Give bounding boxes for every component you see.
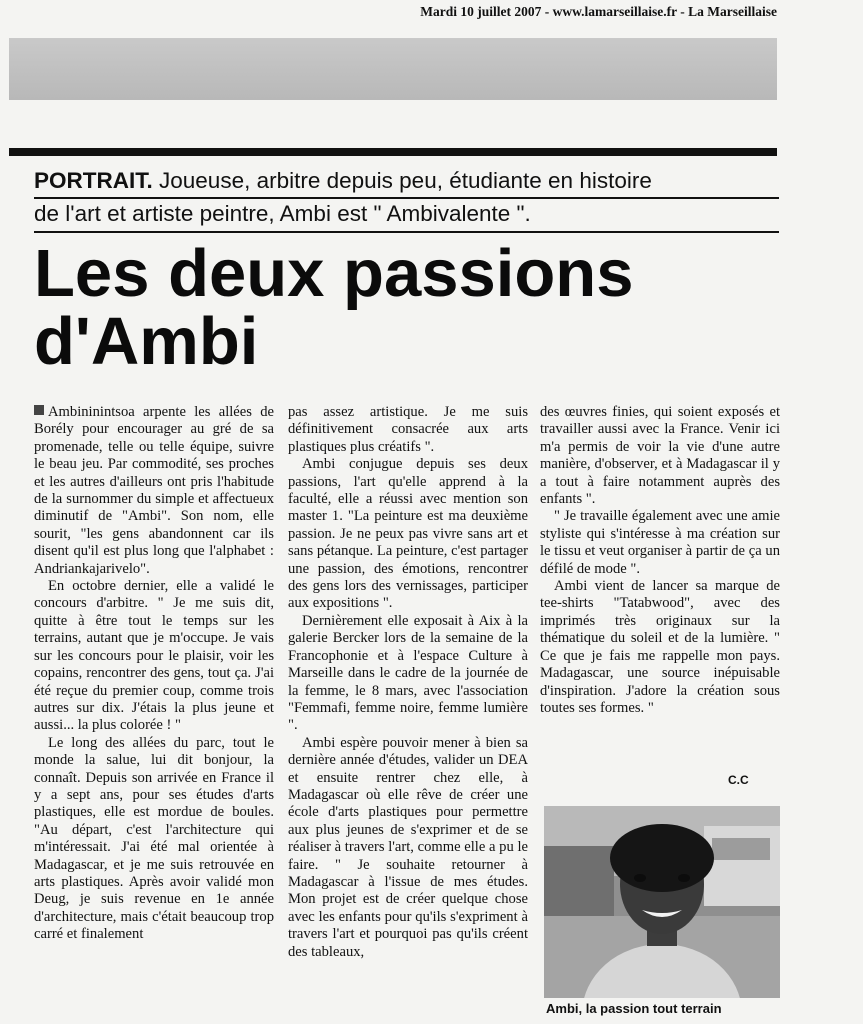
paragraph: pas assez artistique. Je me suis définitivement consacrée aux arts plastiques plus créatifs ".: [288, 404, 528, 455]
headline-line-1: Les deux passions: [34, 236, 634, 311]
portrait-photo-illustration: [544, 806, 780, 998]
paragraph: des œuvres finies, qui soient exposés et travailler aussi avec la France. Venir ici m'a permis de voir la vie d'une autre manière, d'observer, et à Madagascar il y a tout à faire notamment auprès des enfants ".: [540, 404, 780, 508]
paragraph: En octobre dernier, elle a validé le concours d'arbitre. " Je me suis dit, quitte à être tout le temps sur les terrains, autant que je m'occupe. Je vais sur les concours pour le plaisir, voir les copains, rencontrer des gens, tout ça. J'ai été reçue du premier coup, comme trois autres sur dix. J'étais la plus jeune et aussi... la plus colorée ! ": [34, 578, 274, 734]
gray-banner: [9, 38, 777, 100]
paragraph: Ambi conjugue depuis ses deux passions, l'art qu'elle apprend à la faculté, elle a réussi avec mention son master 1. "La peinture est ma deuxième passion. Je ne peux pas vivre sans art et sans pétanque. La peinture, c'est partager une passion, des émotions, rencontrer des gens lors des vernissages, participer aux expositions ".: [288, 456, 528, 612]
kicker-line-2: de l'art et artiste peintre, Ambi est " Ambivalente ".: [34, 201, 531, 226]
kicker-bottom-rule: [34, 231, 779, 233]
article-headline: [34, 236, 774, 379]
paragraph: [34, 404, 274, 578]
section-rule: [9, 148, 777, 156]
newspaper-header: Mardi 10 juillet 2007 - www.lamarseillaise.fr - La Marseillaise: [420, 4, 777, 19]
square-bullet-icon: [34, 405, 44, 415]
paragraph: " Je travaille également avec une amie styliste qui s'intéresse à ma création sur le tissu et veut organiser à partir de ça un défilé de mode ".: [540, 508, 780, 577]
kicker-text-1: Joueuse, arbitre depuis peu, étudiante en histoire: [152, 168, 652, 193]
article-column-2: [288, 404, 528, 961]
paragraph-text: Ambininintsoa arpente les allées de Borély pour encourager au gré de sa promenade, telle ou telle équipe, suivre le beau jeu. Par commodité, ses proches et les autres d'ailleurs ont pris l'habitude de la surnommer du simple et affectueux diminutif de "Ambi". Son nom, elle sourit, "les gens abandonnent car ils disent qu'il est plus long que l'alphabet : Andriankajarivelo".: [34, 404, 274, 577]
article-column-1: [34, 404, 274, 944]
headline-line-2: d'Ambi: [34, 304, 259, 379]
author-signature: C.C: [728, 773, 749, 787]
photo-caption: Ambi, la passion tout terrain: [546, 1001, 722, 1016]
paragraph: Dernièrement elle exposait à Aix à la galerie Bercker lors de la semaine de la Francophonie et à l'espace Culture à Marseille dans le cadre de la journée de la femme, le 8 mars, avec l'association "Femmafi, femme noire, femme lumière ".: [288, 612, 528, 734]
paragraph: Ambi espère pouvoir mener à bien sa dernière année d'études, valider un DEA et ensuite rentrer chez elle, à Madagascar où elle rêve de créer une école d'arts plastiques pour permettre aux plus jeunes de s'exprimer et de se réaliser à travers l'art, comme elle a pu le faire. " Je souhaite retourner à Madagascar à l'issue de mes études. Mon projet est de créer quelque chose avec les enfants pour qu'ils s'expriment à travers l'art et pourquoi pas qu'ils créent des tableaux,: [288, 734, 528, 960]
kicker-label: PORTRAIT.: [34, 168, 153, 193]
paragraph: Ambi vient de lancer sa marque de tee-shirts "Tatabwood", avec des imprimés très originaux sur la thématique du soleil et de la lumière. " Ce que je fais me rappelle mon pays. Madagascar, une source inépuisable d'inspiration. J'adore la création sous toutes ses formes. ": [540, 578, 780, 716]
portrait-photo: [544, 806, 780, 998]
article-column-3: [540, 404, 780, 717]
paragraph: Le long des allées du parc, tout le monde la salue, lui dit bonjour, la connaît. Depuis son arrivée en France il y a sept ans, pour ses études d'arts plastiques, elle est mordue de boules. "Au départ, c'est l'architecture qui m'intéressait. J'ai été mal orientée à Madagascar, et je me suis retrouvée en arts plastiques. Après avoir validé mon Deug, je suis revenue en 1e année d'architecture, mais c'était beaucoup trop carré et finalement: [34, 734, 274, 943]
kicker-line-1: [34, 166, 779, 196]
